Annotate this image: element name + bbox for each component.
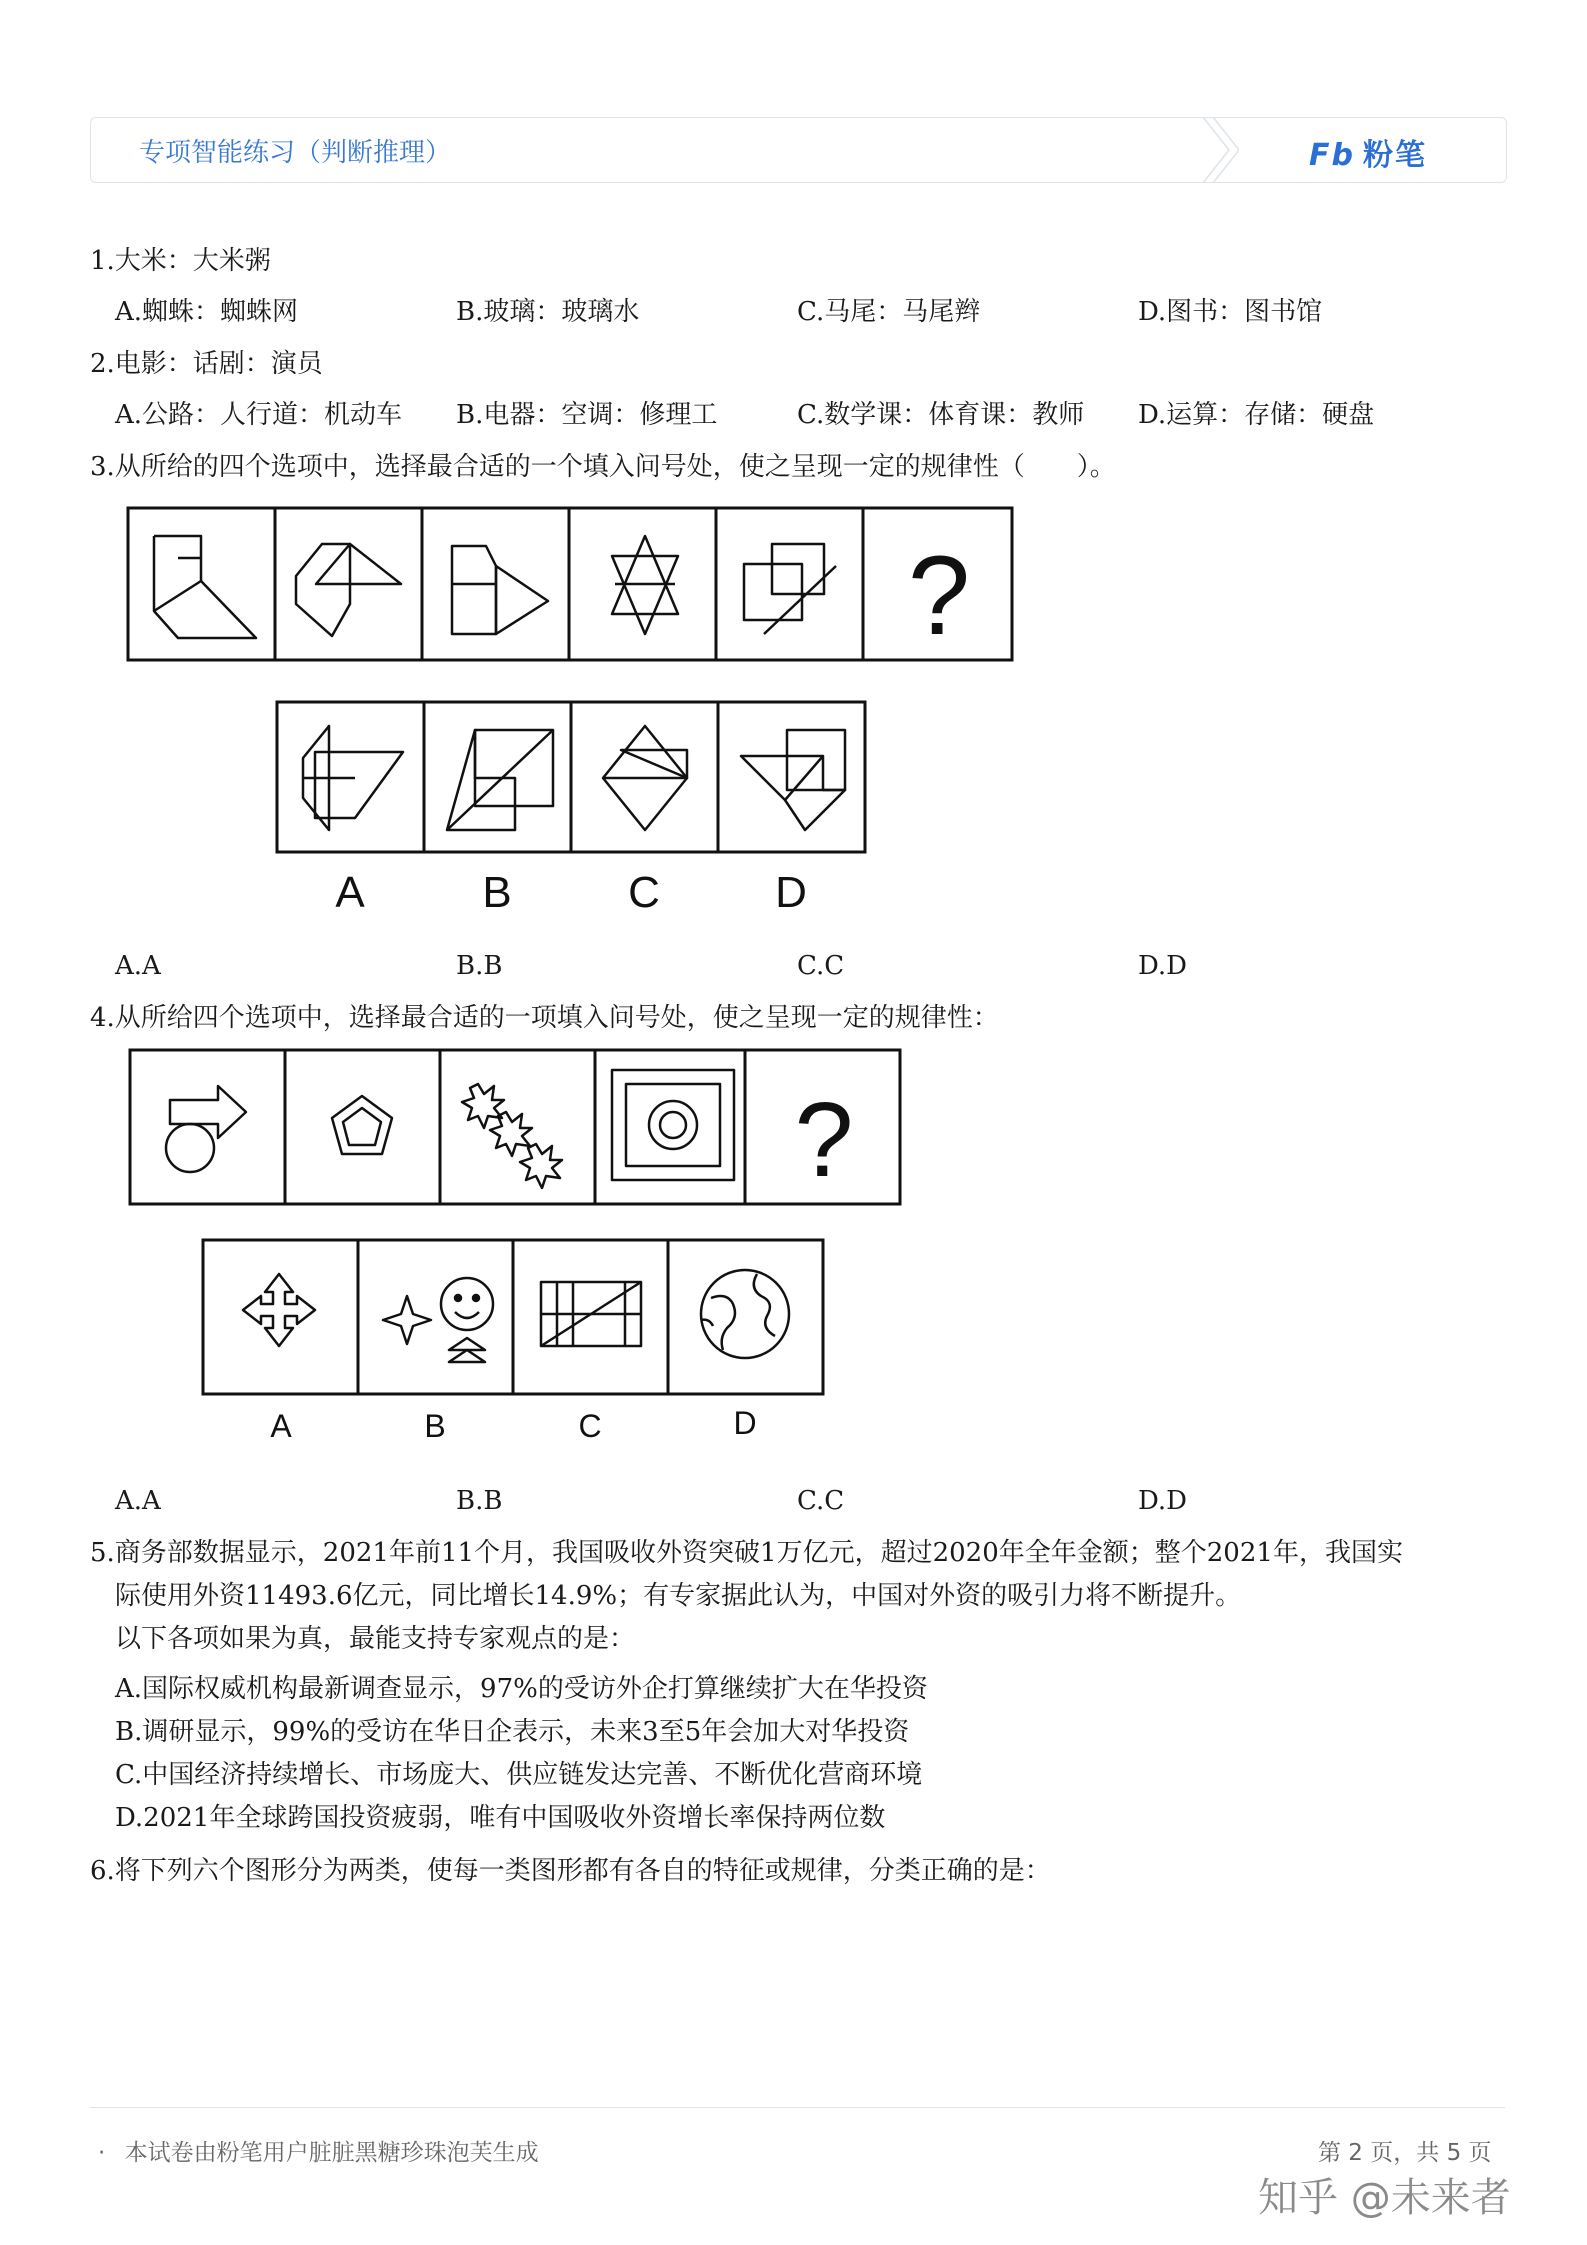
- q3-option-shape-d: [741, 730, 845, 830]
- q1-option-c[interactable]: C.马尾：马尾辫: [797, 297, 981, 327]
- q4-stem-shape-4: [612, 1070, 734, 1180]
- q3-option-shape-b: [447, 730, 553, 830]
- q4-label-d: D: [733, 1405, 757, 1441]
- brand-name: 粉笔: [1362, 138, 1427, 173]
- q4-question-mark: ?: [794, 1081, 854, 1199]
- q3-question-mark: ?: [907, 533, 971, 658]
- q4-option-shape-d: [701, 1270, 789, 1358]
- q3-label-c: C: [628, 868, 660, 917]
- q6-stem: 6.将下列六个图形分为两类，使每一类图形都有各自的特征或规律，分类正确的是：: [90, 1856, 1051, 1886]
- q4-stem-figure: [128, 1048, 908, 1208]
- brand-logo: [1309, 130, 1427, 174]
- q5-option-c[interactable]: C.中国经济持续增长、市场庞大、供应链发达完善、不断优化营商环境: [115, 1760, 923, 1790]
- q3-label-b: B: [482, 868, 512, 917]
- q4-label-a: A: [270, 1408, 292, 1444]
- footer-divider: [90, 2107, 1505, 2108]
- q3-stem-shape-2: [296, 544, 401, 636]
- q1-option-a[interactable]: A.蜘蛛：蜘蛛网: [115, 297, 299, 327]
- header-title: 专项智能练习（判断推理）: [139, 138, 452, 168]
- q2-option-b[interactable]: B.电器：空调：修理工: [456, 400, 718, 430]
- q3-option-c[interactable]: C.C: [797, 951, 845, 981]
- q3-option-d[interactable]: D.D: [1138, 951, 1188, 981]
- q4-option-shape-c: [541, 1282, 641, 1346]
- q3-label-a: A: [335, 868, 365, 917]
- q4-option-shape-a: [243, 1274, 315, 1346]
- q4-options-figure: [201, 1238, 831, 1458]
- page-header: [90, 117, 1507, 183]
- q2-stem: 2.电影：话剧：演员: [90, 349, 323, 379]
- zhihu-watermark: 知乎 @未来者: [1258, 2175, 1511, 2221]
- q3-stem-shape-3: [452, 546, 548, 634]
- q1-option-b[interactable]: B.玻璃：玻璃水: [456, 297, 640, 327]
- q3-stem-shape-4: [612, 536, 678, 634]
- q3-stem-shape-5: [744, 544, 836, 634]
- q5-option-a[interactable]: A.国际权威机构最新调查显示，97%的受访外企打算继续扩大在华投资: [115, 1674, 928, 1704]
- q3-stem-shape-1: [154, 536, 256, 638]
- page-number: 第 2 页，共 5 页: [1318, 2140, 1492, 2166]
- footer-generated-by: 本试卷由粉笔用户脏脏黑糖珍珠泡芙生成: [124, 2140, 539, 2166]
- q5-stem-line2: 际使用外资11493.6亿元，同比增长14.9%；有专家据此认为，中国对外资的吸引力将不断提升。: [115, 1581, 1242, 1611]
- q3-option-shape-c: [603, 726, 687, 830]
- q4-stem: 4.从所给四个选项中，选择最合适的一项填入问号处，使之呈现一定的规律性：: [90, 1003, 999, 1033]
- q3-option-shape-a: [303, 726, 403, 830]
- q5-stem-line1: 5.商务部数据显示，2021年前11个月，我国吸收外资突破1万亿元，超过2020年全年金额；整个2021年，我国实: [90, 1538, 1403, 1568]
- footer-note: [98, 2134, 539, 2167]
- q3-stem: 3.从所给的四个选项中，选择最合适的一个填入问号处，使之呈现一定的规律性（ ）。: [90, 452, 1116, 482]
- q4-label-c: C: [578, 1408, 602, 1444]
- q4-stem-shape-1: [166, 1086, 246, 1172]
- footer-bullet: ·: [98, 2140, 106, 2166]
- q3-label-d: D: [775, 868, 807, 917]
- fenbi-logo-icon: Fb: [1309, 138, 1355, 173]
- q1-option-d[interactable]: D.图书：图书馆: [1138, 297, 1323, 327]
- header-divider-arrow: [1199, 117, 1239, 183]
- q3-option-a[interactable]: A.A: [115, 951, 161, 981]
- q2-option-d[interactable]: D.运算：存储：硬盘: [1138, 400, 1375, 430]
- q5-option-b[interactable]: B.调研显示，99%的受访在华日企表示，未来3至5年会加大对华投资: [115, 1717, 910, 1747]
- q1-stem: 1.大米：大米粥: [90, 246, 271, 276]
- q4-option-shape-b: [383, 1278, 493, 1362]
- q2-option-a[interactable]: A.公路：人行道：机动车: [115, 400, 403, 430]
- q4-option-d[interactable]: D.D: [1138, 1486, 1188, 1516]
- q5-option-d[interactable]: D.2021年全球跨国投资疲弱，唯有中国吸收外资增长率保持两位数: [115, 1803, 886, 1833]
- q4-stem-shape-3: [462, 1084, 562, 1188]
- q3-options-figure: [275, 700, 875, 920]
- q4-option-a[interactable]: A.A: [115, 1486, 161, 1516]
- q3-stem-figure: [126, 506, 1016, 666]
- q4-label-b: B: [424, 1408, 446, 1444]
- q2-option-c[interactable]: C.数学课：体育课：教师: [797, 400, 1085, 430]
- q3-option-b[interactable]: B.B: [456, 951, 503, 981]
- q5-prompt: 以下各项如果为真，最能支持专家观点的是：: [115, 1624, 636, 1654]
- q4-option-c[interactable]: C.C: [797, 1486, 845, 1516]
- q4-option-b[interactable]: B.B: [456, 1486, 503, 1516]
- q4-stem-shape-2: [332, 1096, 392, 1154]
